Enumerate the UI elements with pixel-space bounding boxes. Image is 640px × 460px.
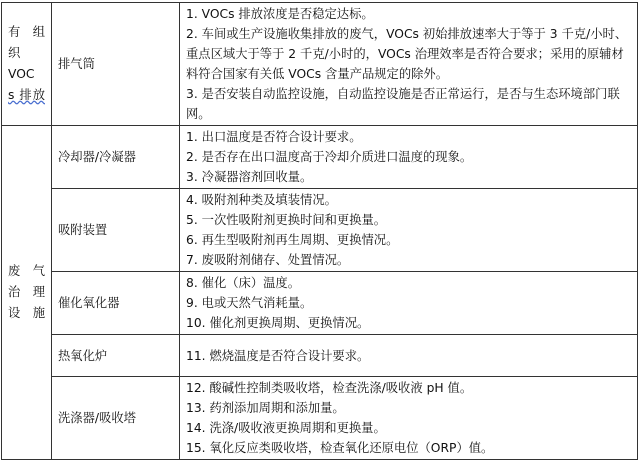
requirement-line: 7. 废吸附剂储存、处置情况。 xyxy=(186,253,350,267)
subitem-label: 吸附装置 xyxy=(58,223,108,237)
category-label: 设施 xyxy=(8,306,45,320)
requirement-line: 14. 洗涤/吸收液更换周期和更换量。 xyxy=(186,421,386,435)
requirement-line: 10. 催化剂更换周期、更换情况。 xyxy=(186,316,370,330)
requirement-line: 11. 燃烧温度是否符合设计要求。 xyxy=(186,348,370,363)
category-label: 织 VOC xyxy=(8,46,35,81)
category-label: 废 气 xyxy=(8,264,45,278)
table-row xyxy=(2,189,638,272)
requirement-line: 2. 是否存在出口温度高于冷却介质进口温度的现象。 xyxy=(186,150,473,164)
category-label: 治理 xyxy=(8,285,45,299)
requirement-line: 6. 再生型吸附剂再生周期、更换情况。 xyxy=(186,233,399,247)
requirement-line: 3. 是否安装自动监控设施，自动监控设施是否正常运行，是否与生态环境部门联网。 xyxy=(186,87,620,121)
requirements-cell xyxy=(180,189,638,272)
subitem-cell xyxy=(52,335,180,377)
table-row xyxy=(2,3,638,126)
requirement-line: 3. 冷凝器溶剂回收量。 xyxy=(186,170,313,184)
requirement-line: 4. 吸附剂种类及填装情况。 xyxy=(186,193,337,207)
subitem-label: 热氧化炉 xyxy=(58,348,108,363)
requirements-cell xyxy=(180,3,638,126)
requirement-line: 5. 一次性吸附剂更换时间和更换量。 xyxy=(186,213,387,227)
requirement-line: 12. 酸碱性控制类吸收塔，检查洗涤/吸收液 pH 值。 xyxy=(186,381,473,395)
category-label: 有 组 xyxy=(8,25,45,39)
subitem-label: 催化氧化器 xyxy=(58,296,120,310)
table-row xyxy=(2,126,638,189)
requirement-line: 9. 电或天然气消耗量。 xyxy=(186,296,313,310)
table-row xyxy=(2,335,638,377)
table-row xyxy=(2,272,638,335)
requirement-line: 1. 出口温度是否符合设计要求。 xyxy=(186,130,362,144)
subitem-label: 冷却器/冷凝器 xyxy=(58,150,136,164)
requirement-line: 8. 催化（床）温度。 xyxy=(186,276,301,290)
category-cell xyxy=(2,126,52,460)
requirement-line: 13. 药剂添加周期和添加量。 xyxy=(186,401,345,415)
requirements-cell xyxy=(180,335,638,377)
requirements-cell xyxy=(180,377,638,460)
category-cell xyxy=(2,3,52,126)
requirement-line: 1. VOCs 排放浓度是否稳定达标。 xyxy=(186,7,374,21)
requirement-line: 2. 车间或生产设施收集排放的废气，VOCs 初始排放速率大于等于 3 千克/小时、重点区域大于等于 2 千克/小时的，VOCs 治理效率是否符合要求；采用的原辅材料符合国家有关低 VOCs 含量产品规定的除外。 xyxy=(186,27,628,81)
requirement-line: 15. 氧化反应类吸收塔，检查氧化还原电位（ORP）值。 xyxy=(186,441,494,455)
requirements-cell xyxy=(180,126,638,189)
subitem-cell xyxy=(52,3,180,126)
subitem-cell xyxy=(52,272,180,335)
subitem-label: 排气筒 xyxy=(58,57,95,71)
category-label: s 排放 xyxy=(8,88,45,102)
subitem-cell xyxy=(52,189,180,272)
table-row xyxy=(2,377,638,460)
requirements-cell xyxy=(180,272,638,335)
subitem-cell xyxy=(52,377,180,460)
subitem-cell xyxy=(52,126,180,189)
subitem-label: 洗涤器/吸收塔 xyxy=(58,411,136,425)
inspection-table xyxy=(1,2,638,460)
